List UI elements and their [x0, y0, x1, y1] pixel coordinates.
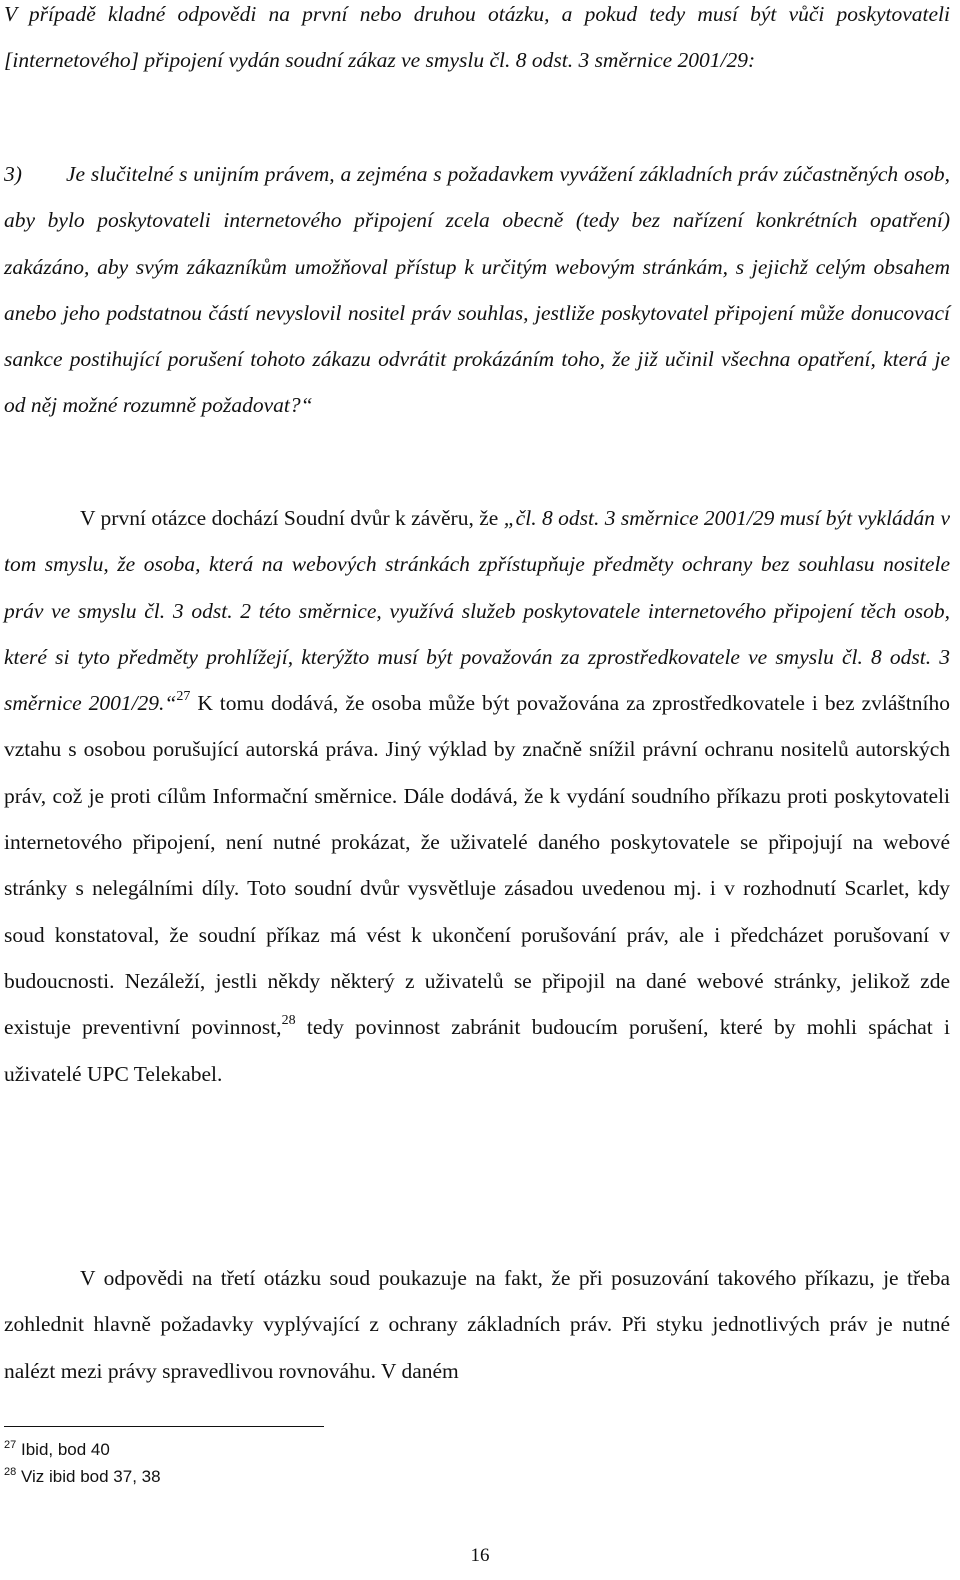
body-text-2: tedy povinnost zabránit budoucím porušení, které by mohli spáchat i uživatelé UPC Telekabel. — [4, 1015, 950, 1086]
third-question-text: V odpovědi na třetí otázku soud poukazuje na fakt, že při posuzování takového příkazu, je třeba zohlednit hlavně požadavky vyplývající z ochrany základních práv. Při styku jednotlivých práv je nutné nalézt mezi právy spravedlivou rovnováhu. V daném — [4, 1266, 950, 1383]
quoted-ruling: „čl. 8 odst. 3 směrnice 2001/29 musí být vykládán v tom smyslu, že osoba, která na webových stránkách zpřístupňuje předměty ochrany bez souhlasu nositele práv ve smyslu čl. 3 odst. 2 této směrnice, využívá služeb poskytovatele internetového připojení těch osob, které si tyto předměty prohlížejí, kterýžto musí být považován za zprostředkovatele ve smyslu čl. 8 odst. 3 směrnice 2001/29.“ — [4, 506, 950, 716]
footnote-ref-28[interactable]: 28 — [281, 1013, 296, 1029]
footnote-text: Ibid, bod 40 — [20, 1440, 110, 1459]
body-paragraph-third-question — [4, 1255, 950, 1394]
lead-text: V první otázce dochází Soudní dvůr k závěru, že — [80, 506, 504, 530]
quote-paragraph-intro — [4, 0, 950, 84]
body-text-1: K tomu dodává, že osoba může být považována za zprostředkovatele i bez zvláštního vztahu s osobou porušující autorská práva. Jiný výklad by značně snížil právní ochranu nositelů autorských práv, což je proti cílům Informační směrnice. Dále dodává, že k vydání soudního příkazu proti poskytovateli internetového připojení, není nutné prokázat, že uživatelé daného poskytovatele se připojují na webové stránky s nelegálními díly. Toto soudní dvůr vysvětluje zásadou uvedenou mj. i v rozhodnutí Scarlet, kdy soud konstatoval, že soudní příkaz má vést k ukončení porušování práv, ale i předcházet porušovaní v budoucnosti. Nezáleží, jestli někdy některý z uživatelů se připojil na dané webové stránky, jelikož zde existuje preventivní povinnost, — [4, 691, 950, 1040]
intro-text: V případě kladné odpovědi na první nebo druhou otázku, a pokud tedy musí být vůči poskytovateli [internetového] připojení vydán soudní zákaz ve smyslu čl. 8 odst. 3 směrnice 2001/29: — [4, 2, 950, 73]
page-number: 16 — [470, 1545, 490, 1566]
footnote-28 — [4, 1466, 161, 1488]
footnote-separator — [4, 1426, 324, 1427]
question-text: Je slučitelné s unijním právem, a zejména s požadavkem vyvážení základních práv zúčastněných osob, aby bylo poskytovateli internetového připojení zcela obecně (tedy bez nařízení konkrétních opatření) zakázáno, aby svým zákazníkům umožňoval přístup k určitým webovým stránkám, s jejichž celým obsahem anebo jeho podstatnou částí nevyslovil nositel práv souhlas, jestliže poskytovatel připojení může donucovací sankce postihující porušení tohoto zákazu odvrátit prokázáním toho, že již učinil všechna opatření, která je od něj možné rozumně požadovat?“ — [4, 162, 950, 418]
footnote-mark: 27 — [4, 1439, 17, 1451]
body-paragraph-first-question — [4, 495, 950, 1097]
footnote-text: Viz ibid bod 37, 38 — [20, 1467, 161, 1486]
footnote-ref-27[interactable]: 27 — [176, 689, 191, 705]
footnote-mark: 28 — [4, 1466, 17, 1478]
quote-paragraph-question-3 — [4, 151, 950, 429]
question-number: 3) — [4, 162, 22, 186]
footnote-27 — [4, 1439, 110, 1461]
